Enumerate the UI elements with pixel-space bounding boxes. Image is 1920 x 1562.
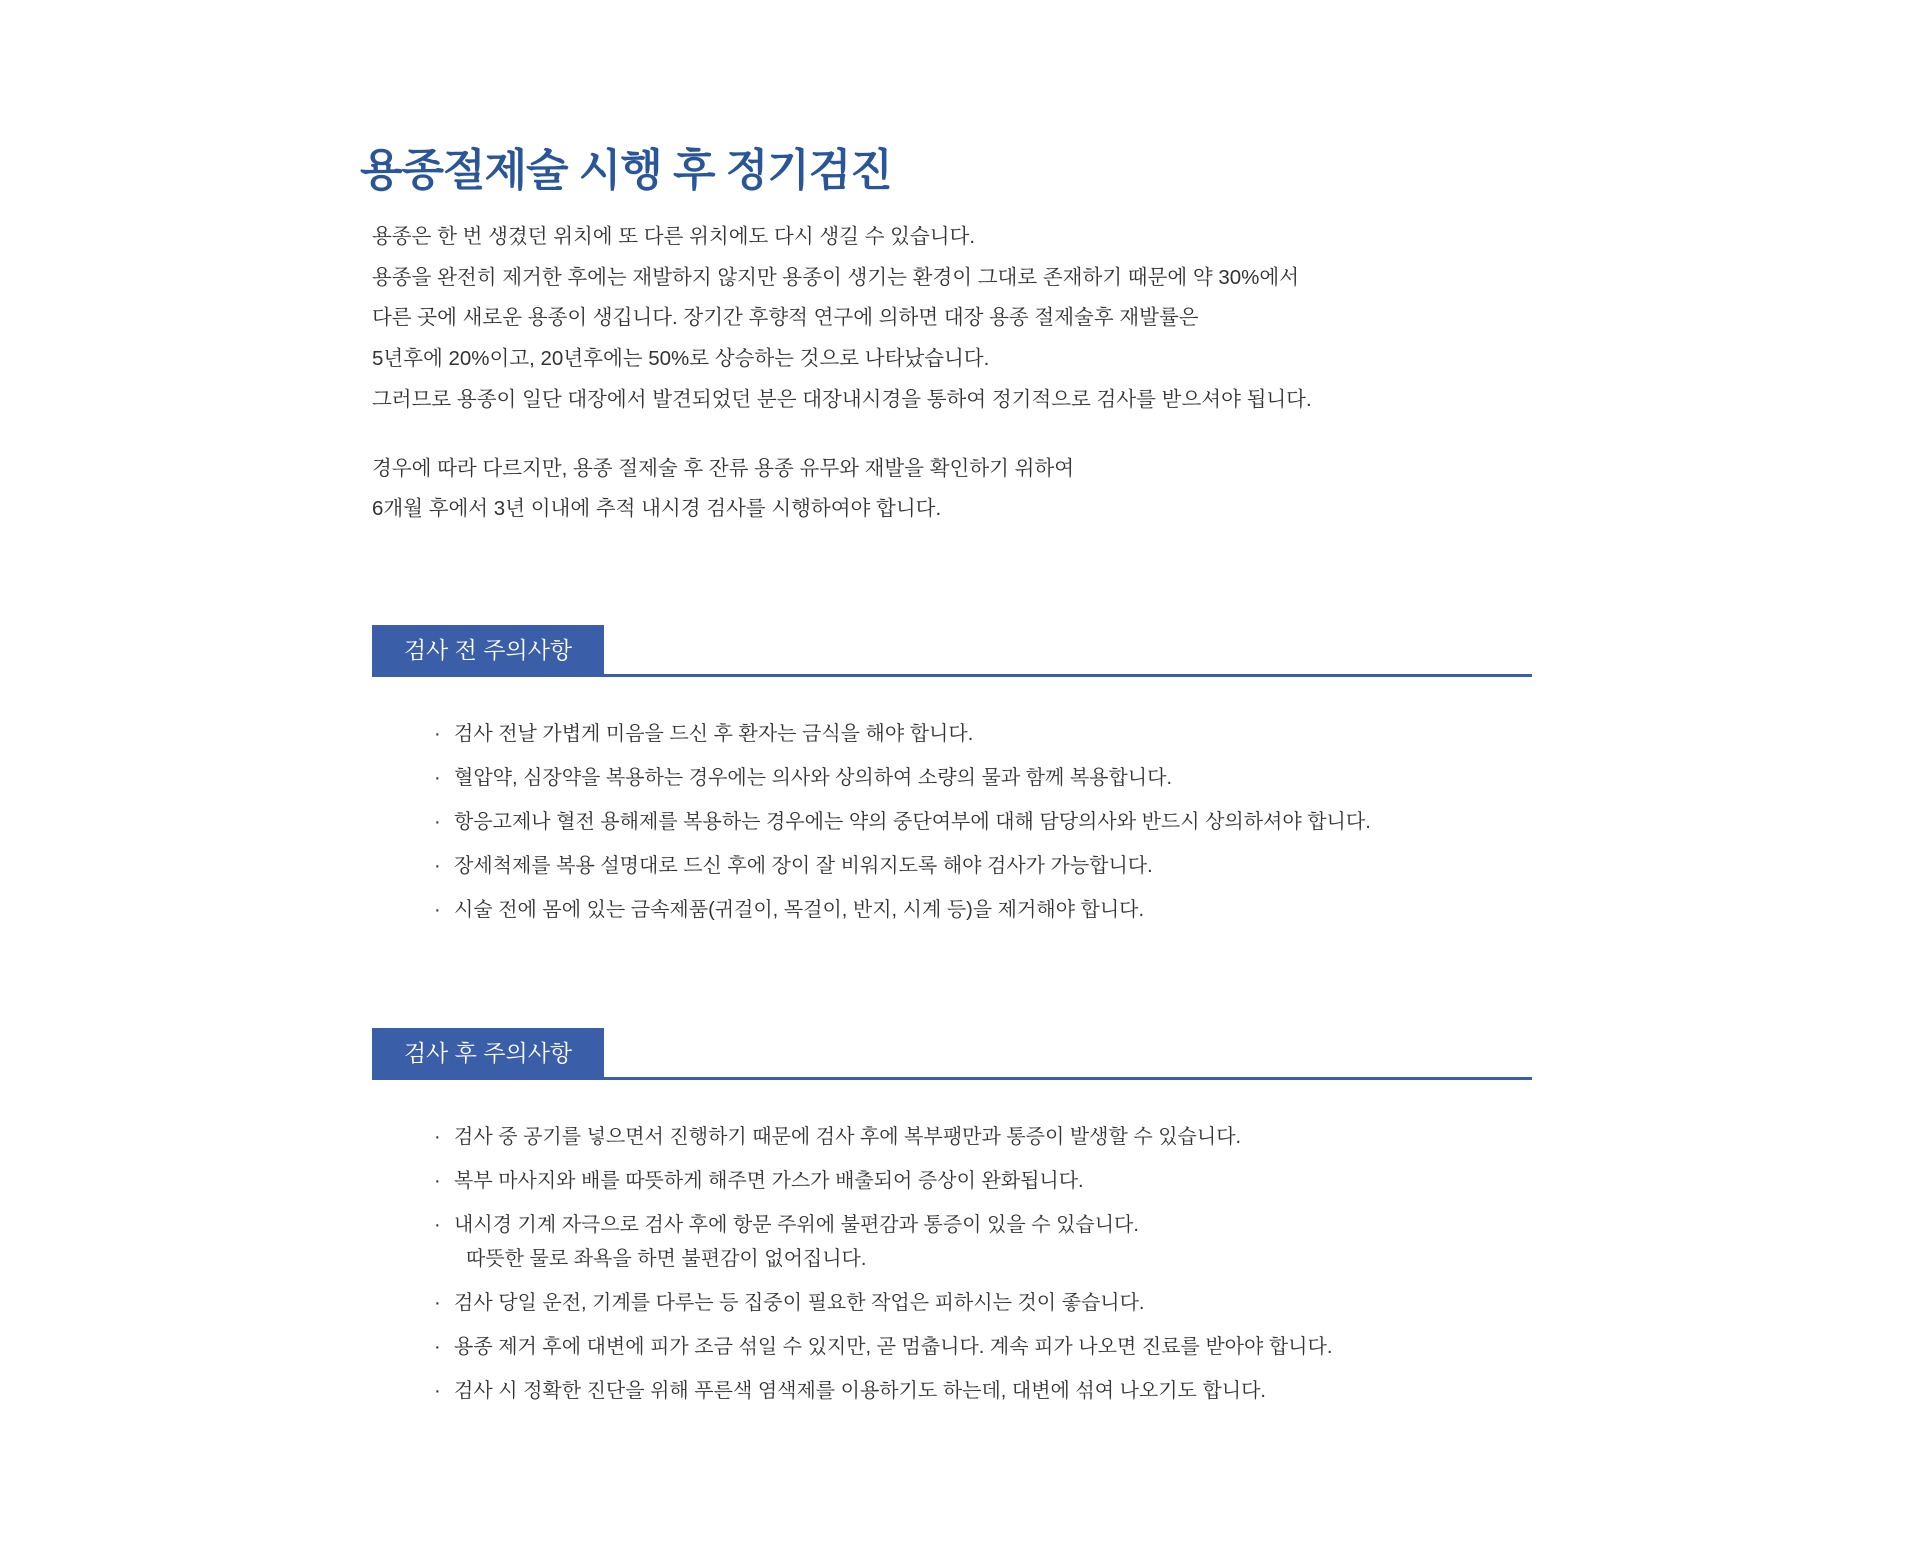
list-item	[434, 851, 1634, 881]
section-header	[372, 625, 1532, 677]
section-post-exam	[0, 1028, 1920, 1420]
bullet-marker-icon: ·	[434, 723, 441, 745]
intro-text-block	[372, 222, 1572, 535]
intro-paragraph: 6개월 후에서 3년 이내에 추적 내시경 검사를 시행하여야 합니다.	[372, 497, 942, 521]
list-item	[434, 1122, 1634, 1152]
section-tab-label: 검사 전 주의사항	[372, 625, 604, 675]
list-item-subtext: 따뜻한 물로 좌욕을 하면 불편감이 없어집니다.	[466, 1248, 867, 1270]
list-item-text: 검사 시 정확한 진단을 위해 푸른색 염색제를 이용하기도 하는데, 대변에 섞여 나오기도 합니다.	[454, 1380, 1266, 1402]
bullet-marker-icon: ·	[434, 767, 441, 789]
bullet-marker-icon: ·	[434, 1170, 441, 1192]
bullet-marker-icon: ·	[434, 1126, 441, 1148]
section-header	[372, 1028, 1532, 1080]
bullet-marker-icon: ·	[434, 1292, 441, 1314]
section-bullet-list	[434, 719, 1634, 925]
list-item	[434, 763, 1634, 793]
list-item	[434, 1288, 1634, 1318]
intro-paragraph: 다른 곳에 새로운 용종이 생깁니다. 장기간 후향적 연구에 의하면 대장 용종 절제술후 재발률은	[372, 306, 1199, 330]
bullet-marker-icon: ·	[434, 1380, 441, 1402]
section-bullet-list	[434, 1122, 1634, 1406]
page-title: 용종절제술 시행 후 정기검진	[360, 146, 892, 196]
list-item-text: 내시경 기계 자극으로 검사 후에 항문 주위에 불편감과 통증이 있을 수 있습니다.	[454, 1214, 1139, 1236]
list-item	[434, 1210, 1634, 1274]
list-item	[434, 719, 1634, 749]
paragraph-spacer	[372, 426, 1572, 454]
intro-paragraph: 5년후에 20%이고, 20년후에는 50%로 상승하는 것으로 나타났습니다.	[372, 347, 990, 371]
bullet-marker-icon: ·	[434, 855, 441, 877]
section-tab-label: 검사 후 주의사항	[372, 1028, 604, 1078]
list-item-text: 항응고제나 혈전 용해제를 복용하는 경우에는 약의 중단여부에 대해 담당의사와 반드시 상의하셔야 합니다.	[454, 811, 1371, 833]
list-item-text: 혈압약, 심장약을 복용하는 경우에는 의사와 상의하여 소량의 물과 함께 복용합니다.	[454, 767, 1173, 789]
intro-paragraph: 용종을 완전히 제거한 후에는 재발하지 않지만 용종이 생기는 환경이 그대로 존재하기 때문에 약 30%에서	[372, 265, 1299, 289]
list-item-text: 장세척제를 복용 설명대로 드신 후에 장이 잘 비워지도록 해야 검사가 가능합니다.	[454, 855, 1153, 877]
list-item-text: 검사 당일 운전, 기계를 다루는 등 집중이 필요한 작업은 피하시는 것이 좋습니다.	[454, 1292, 1145, 1314]
list-item-text: 시술 전에 몸에 있는 금속제품(귀걸이, 목걸이, 반지, 시계 등)을 제거해야 합니다.	[454, 899, 1145, 921]
section-pre-exam	[0, 625, 1920, 939]
list-item	[434, 895, 1634, 925]
list-item	[434, 1332, 1634, 1362]
intro-paragraph: 용종은 한 번 생겼던 위치에 또 다른 위치에도 다시 생길 수 있습니다.	[372, 225, 976, 248]
list-item	[434, 1376, 1634, 1406]
list-item-text: 복부 마사지와 배를 따뜻하게 해주면 가스가 배출되어 증상이 완화됩니다.	[454, 1170, 1084, 1192]
list-item	[434, 1166, 1634, 1196]
intro-paragraph: 경우에 따라 다르지만, 용종 절제술 후 잔류 용종 유무와 재발을 확인하기 위하여	[372, 456, 1075, 480]
list-item-text: 용종 제거 후에 대변에 피가 조금 섞일 수 있지만, 곧 멈춥니다. 계속 피가 나오면 진료를 받아야 합니다.	[454, 1336, 1333, 1358]
list-item-text: 검사 전날 가볍게 미음을 드신 후 환자는 금식을 해야 합니다.	[454, 723, 974, 745]
bullet-marker-icon: ·	[434, 899, 441, 921]
list-item-text: 검사 중 공기를 넣으면서 진행하기 때문에 검사 후에 복부팽만과 통증이 발생할 수 있습니다.	[454, 1126, 1242, 1148]
intro-paragraph: 그러므로 용종이 일단 대장에서 발견되었던 분은 대장내시경을 통하여 정기적으로 검사를 받으셔야 됩니다.	[372, 387, 1312, 411]
list-item	[434, 807, 1634, 837]
bullet-marker-icon: ·	[434, 1336, 441, 1358]
bullet-marker-icon: ·	[434, 1214, 441, 1236]
bullet-marker-icon: ·	[434, 811, 441, 833]
